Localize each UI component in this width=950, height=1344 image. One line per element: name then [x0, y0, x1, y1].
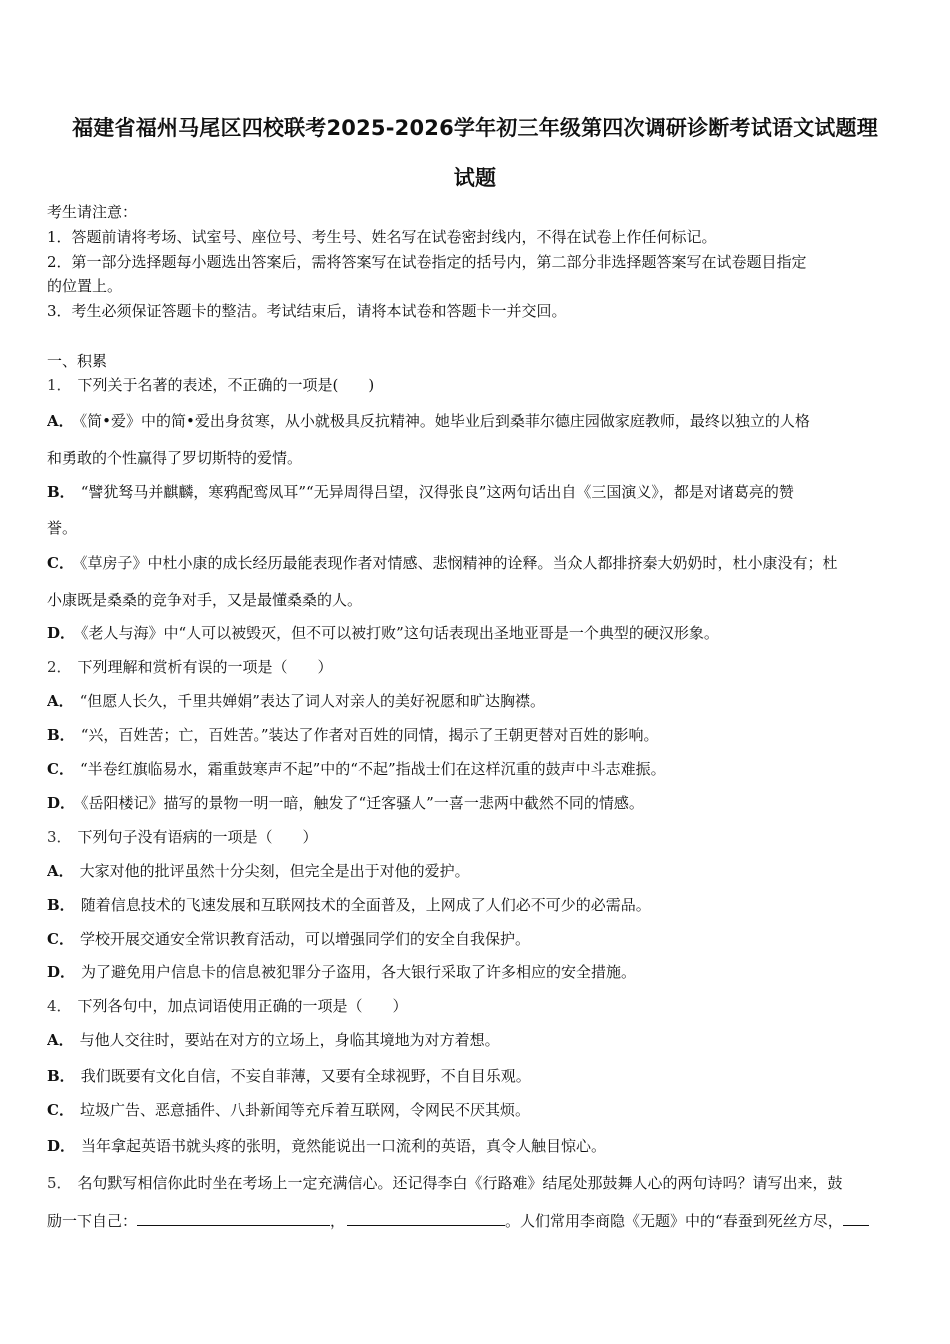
option-d-text: 《老人与海》中“人可以被毁灭，但不可以被打败”这句话表现出圣地亚哥是一个典型的硬汉形象。	[81, 624, 719, 642]
question-1-option-a-cont: 和勇敢的个性赢得了罗切斯特的爱情。	[47, 449, 303, 467]
option-c-text: 学校开展交通安全常识教育活动，可以增强同学们的安全自我保护。	[79, 930, 530, 948]
question-2-text: 下列理解和赏析有误的一项是（ ）	[77, 658, 333, 676]
option-c-label: C．	[47, 1101, 74, 1119]
question-2-stem	[47, 657, 907, 677]
option-d-label: D．	[47, 963, 76, 981]
question-2-option-c	[47, 759, 907, 779]
option-b-text: 我们既要有文化自信，不妄自菲薄，又要有全球视野，不自目乐观。	[80, 1067, 531, 1085]
notice-heading: 考生请注意：	[47, 203, 138, 221]
option-a-label: A．	[47, 412, 74, 430]
answer-blank-2[interactable]	[347, 1210, 505, 1226]
question-2-option-d	[47, 793, 907, 813]
question-4-number: 4．	[47, 997, 72, 1015]
option-a-label: A．	[47, 692, 74, 710]
question-1-option-c-cont: 小康既是桑桑的竞争对手，又是最懂桑桑的人。	[47, 591, 363, 609]
option-b-label: B．	[47, 1067, 75, 1085]
question-5-prompt: 励一下自己：	[47, 1212, 138, 1230]
question-1-option-a	[47, 411, 907, 431]
exam-title-line2: 试题	[453, 166, 497, 190]
option-c-text: 《草房子》中杜小康的成长经历最能表现作者对情感、悲悯精神的诠释。当众人都排挤秦大奶奶时，杜小康没有；杜	[79, 554, 838, 572]
question-1-option-b-cont: 誉。	[47, 519, 78, 537]
notice-item-2-cont: 的位置上。	[47, 277, 123, 295]
option-a-label: A．	[47, 1031, 74, 1049]
question-5-number: 5．	[47, 1174, 72, 1192]
question-1-option-c	[47, 553, 907, 573]
question-3-option-a	[47, 861, 907, 881]
question-3-option-c	[47, 929, 907, 949]
option-b-label: B．	[47, 483, 75, 501]
option-c-label: C．	[47, 554, 74, 572]
question-2-option-b	[47, 725, 907, 745]
option-d-label: D．	[47, 1137, 76, 1155]
option-d-label: D．	[47, 794, 76, 812]
exam-title-line1: 福建省福州马尾区四校联考2025-2026学年初三年级第四次调研诊断考试语文试题理	[72, 116, 878, 140]
question-2-number: 2．	[47, 658, 72, 676]
question-1-option-b	[47, 482, 907, 502]
option-a-text: 大家对他的批评虽然十分尖刻，但完全是出于对他的爱护。	[79, 862, 470, 880]
option-d-text: 为了避免用户信息卡的信息被犯罪分子盗用，各大银行采取了许多相应的安全措施。	[81, 963, 637, 981]
question-3-option-b	[47, 895, 907, 915]
option-b-label: B．	[47, 726, 75, 744]
option-c-text: 垃圾广告、恶意插件、八卦新闻等充斥着互联网，令网民不厌其烦。	[79, 1101, 530, 1119]
question-5-tail: 。人们常用李商隐《无题》中的“春蚕到死丝方尽，	[505, 1212, 843, 1230]
question-3-number: 3．	[47, 828, 72, 846]
question-4-option-a	[47, 1030, 907, 1050]
option-b-text: “兴，百姓苦；亡，百姓苦。”装达了作者对百姓的同情，揭示了王朝更替对百姓的影响。	[80, 726, 659, 744]
option-c-label: C．	[47, 930, 74, 948]
question-3-text: 下列句子没有语病的一项是（ ）	[77, 828, 318, 846]
question-1-stem	[47, 375, 907, 395]
notice-item-2: 2．第一部分选择题每小题选出答案后，需将答案写在试卷指定的括号内，第二部分非选择题答案写在试卷题目指定	[47, 253, 807, 271]
question-1-text: 下列关于名著的表述，不正确的一项是( )	[77, 376, 375, 394]
question-4-option-b	[47, 1066, 907, 1086]
question-3-stem	[47, 827, 907, 847]
option-d-text: 《岳阳楼记》描写的景物一明一暗，触发了“迁客骚人”一喜一悲两中截然不同的情感。	[81, 794, 644, 812]
question-5-text: 名句默写相信你此时坐在考场上一定充满信心。还记得李白《行路难》结尾处那鼓舞人心的两句诗吗？请写出来，鼓	[77, 1174, 843, 1192]
question-4-stem	[47, 996, 907, 1016]
option-a-label: A．	[47, 862, 74, 880]
notice-item-1: 1．答题前请将考场、试室号、座位号、考生号、姓名写在试卷密封线内，不得在试卷上作任何标记。	[47, 228, 717, 246]
question-1-number: 1．	[47, 376, 72, 394]
question-5-stem	[47, 1173, 907, 1193]
question-3-option-d	[47, 962, 907, 982]
option-d-label: D．	[47, 624, 76, 642]
notice-item-3: 3．考生必须保证答题卡的整洁。考试结束后，请将本试卷和答题卡一并交回。	[47, 302, 567, 320]
option-d-text: 当年拿起英语书就头疼的张明，竟然能说出一口流利的英语，真令人触目惊心。	[81, 1137, 607, 1155]
question-2-option-a	[47, 691, 907, 711]
question-4-option-d	[47, 1136, 907, 1156]
answer-blank-1[interactable]	[137, 1210, 330, 1226]
question-1-option-d	[47, 623, 907, 643]
question-4-text: 下列各句中，加点词语使用正确的一项是（ ）	[77, 997, 408, 1015]
option-c-label: C．	[47, 760, 74, 778]
option-a-text: 《简•爱》中的简•爱出身贫寒，从小就极具反抗精神。她毕业后到桑菲尔德庄园做家庭教师，最终以独立的人格	[79, 412, 810, 430]
option-b-text: 随着信息技术的飞速发展和互联网技术的全面普及，上网成了人们必不可少的必需品。	[80, 896, 651, 914]
option-c-text: “半卷红旗临易水，霜重鼓寒声不起”中的“不起”指战士们在这样沉重的鼓声中斗志难振。	[79, 760, 666, 778]
question-4-option-c	[47, 1100, 907, 1120]
question-5-comma: ，	[330, 1212, 346, 1230]
option-a-text: 与他人交往时，要站在对方的立场上，身临其境地为对方着想。	[79, 1031, 500, 1049]
question-5-stem-cont	[47, 1210, 907, 1231]
option-b-text: “譬犹驽马并麒麟，寒鸦配鸾凤耳”“无异周得吕望，汉得张良”这两句话出自《三国演义》，都是对诸葛亮的赞	[80, 483, 794, 501]
section-heading: 一、积累	[47, 352, 108, 370]
option-a-text: “但愿人长久，千里共婵娟”表达了词人对亲人的美好祝愿和旷达胸襟。	[79, 692, 545, 710]
answer-blank-3[interactable]	[843, 1210, 869, 1226]
option-b-label: B．	[47, 896, 75, 914]
